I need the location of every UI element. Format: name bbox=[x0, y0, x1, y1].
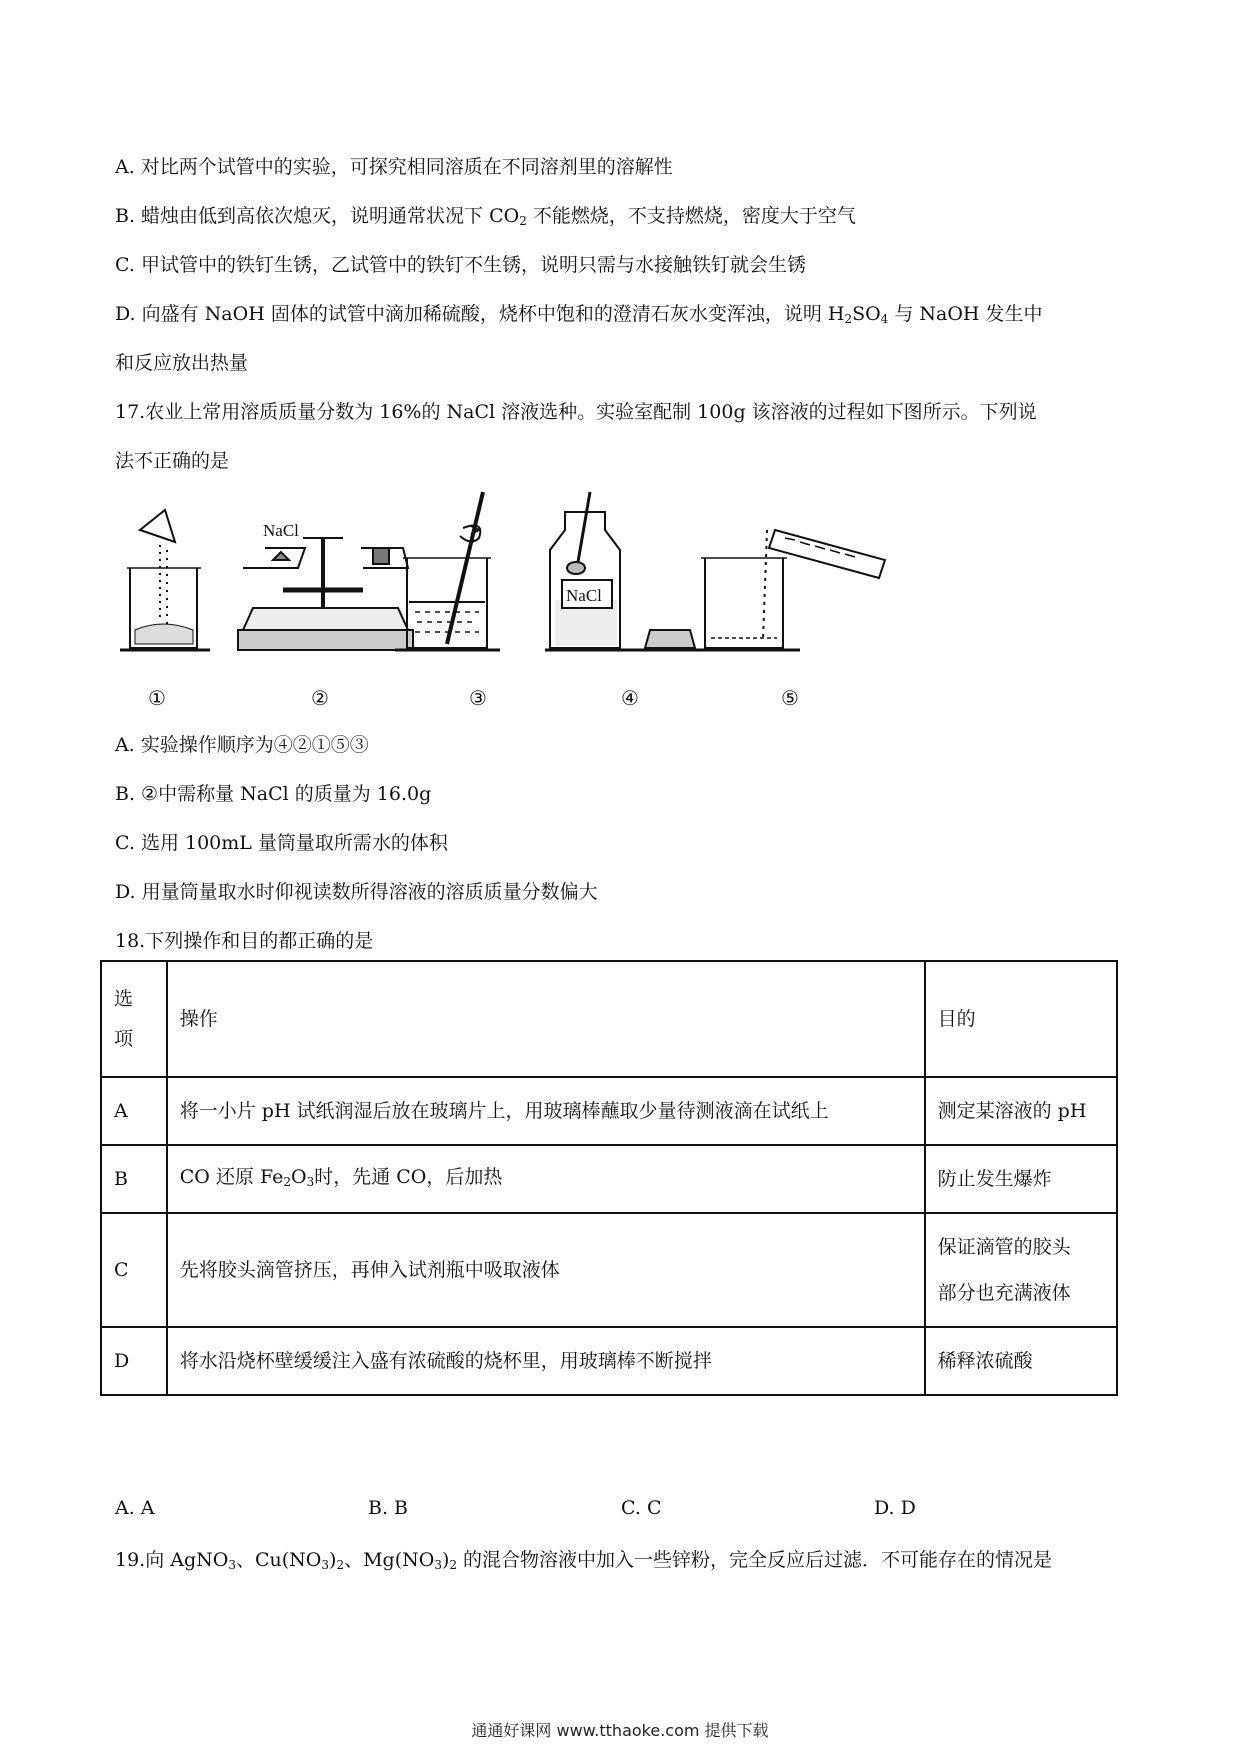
q17-stem-line1: 17.农业上常用溶质质量分数为 16%的 NaCl 溶液选种。实验室配制 100g 该溶液的过程如下图所示。下列说 bbox=[115, 401, 1037, 423]
row-purpose: 防止发生爆炸 bbox=[925, 1145, 1117, 1213]
q16-option-d: D. 向盛有 NaOH 固体的试管中滴加稀硫酸，烧杯中饱和的澄清石灰水变浑浊，说明 $H_2SO_4$ 与 NaOH 发生中 bbox=[115, 303, 1043, 326]
row-option: D bbox=[101, 1327, 167, 1395]
reagent-bottle-illustration bbox=[545, 492, 720, 650]
balance-nacl-label: NaCl bbox=[263, 521, 299, 540]
q17-option-c: C. 选用 100mL 量筒量取所需水的体积 bbox=[115, 832, 448, 854]
bottle-nacl-label: NaCl bbox=[566, 586, 602, 605]
q17-option-b: B. ②中需称量 NaCl 的质量为 16.0g bbox=[115, 783, 432, 805]
table-row bbox=[101, 1077, 1117, 1145]
q18-stem: 18.下列操作和目的都正确的是 bbox=[115, 930, 374, 952]
page-footer: 通通好课网 www.tthaoke.com 提供下载 bbox=[471, 1721, 769, 1740]
q16-option-a: A. 对比两个试管中的实验，可探究相同溶质在不同溶剂里的溶解性 bbox=[115, 156, 673, 178]
row-purpose: 保证滴管的胶头 部分也充满液体 bbox=[925, 1213, 1117, 1327]
cylinder-pour-illustration bbox=[695, 530, 885, 650]
header-purpose: 目的 bbox=[925, 961, 1117, 1077]
q18-option-b: B. B bbox=[368, 1497, 409, 1519]
figure-label-2: ② bbox=[311, 686, 329, 710]
q18-option-d: D. D bbox=[874, 1497, 916, 1519]
beaker-stirring-illustration bbox=[395, 492, 500, 650]
q17-option-d: D. 用量筒量取水时仰视读数所得溶液的溶质质量分数偏大 bbox=[115, 881, 598, 903]
q16-option-c: C. 甲试管中的铁钉生锈，乙试管中的铁钉不生锈，说明只需与水接触铁钉就会生锈 bbox=[115, 254, 806, 276]
q18-option-c: C. C bbox=[621, 1497, 662, 1519]
q17-option-a: A. 实验操作顺序为④②①⑤③ bbox=[115, 734, 369, 756]
q18-option-a: A. A bbox=[115, 1497, 155, 1519]
header-operation: 操作 bbox=[167, 961, 925, 1077]
figure-label-1: ① bbox=[148, 686, 166, 710]
q18-table bbox=[100, 960, 1118, 1396]
solution-prep-figure bbox=[115, 490, 1015, 715]
row-purpose: 测定某溶液的 pH bbox=[925, 1077, 1117, 1145]
q16-option-d-cont: 和反应放出热量 bbox=[115, 352, 249, 374]
row-option: B bbox=[101, 1145, 167, 1213]
q17-stem-line2: 法不正确的是 bbox=[115, 450, 230, 472]
table-header-row bbox=[101, 961, 1117, 1077]
row-option: C bbox=[101, 1213, 167, 1327]
figure-label-4: ④ bbox=[621, 686, 639, 710]
row-option: A bbox=[101, 1077, 167, 1145]
table-row bbox=[101, 1213, 1117, 1327]
table-row bbox=[101, 1327, 1117, 1395]
table-row bbox=[101, 1145, 1117, 1213]
beaker-pour-solid-illustration bbox=[120, 510, 210, 650]
balance-illustration bbox=[238, 521, 413, 650]
row-operation: 将一小片 pH 试纸润湿后放在玻璃片上，用玻璃棒蘸取少量待测液滴在试纸上 bbox=[167, 1077, 925, 1145]
q19-stem: 19.向 AgNO$_3$、$Cu(NO_3)_2$、$Mg(NO_3)_2$ 的混合物溶液中加入一些锌粉，完全反应后过滤．不可能存在的情况是 bbox=[115, 1549, 1053, 1572]
figure-label-3: ③ bbox=[469, 686, 487, 710]
q16-option-b: B. 蜡烛由低到高依次熄灭，说明通常状况下 $CO_2$ 不能燃烧，不支持燃烧，密度大于空气 bbox=[115, 205, 856, 228]
row-purpose: 稀释浓硫酸 bbox=[925, 1327, 1117, 1395]
lab-apparatus-diagram bbox=[115, 490, 1015, 680]
header-option: 选 项 bbox=[101, 961, 167, 1077]
row-operation: 将水沿烧杯壁缓缓注入盛有浓硫酸的烧杯里，用玻璃棒不断搅拌 bbox=[167, 1327, 925, 1395]
figure-label-5: ⑤ bbox=[781, 686, 799, 710]
row-operation: 先将胶头滴管挤压，再伸入试剂瓶中吸取液体 bbox=[167, 1213, 925, 1327]
row-operation: CO 还原 $Fe_2O_3$时，先通 CO，后加热 bbox=[167, 1145, 925, 1213]
